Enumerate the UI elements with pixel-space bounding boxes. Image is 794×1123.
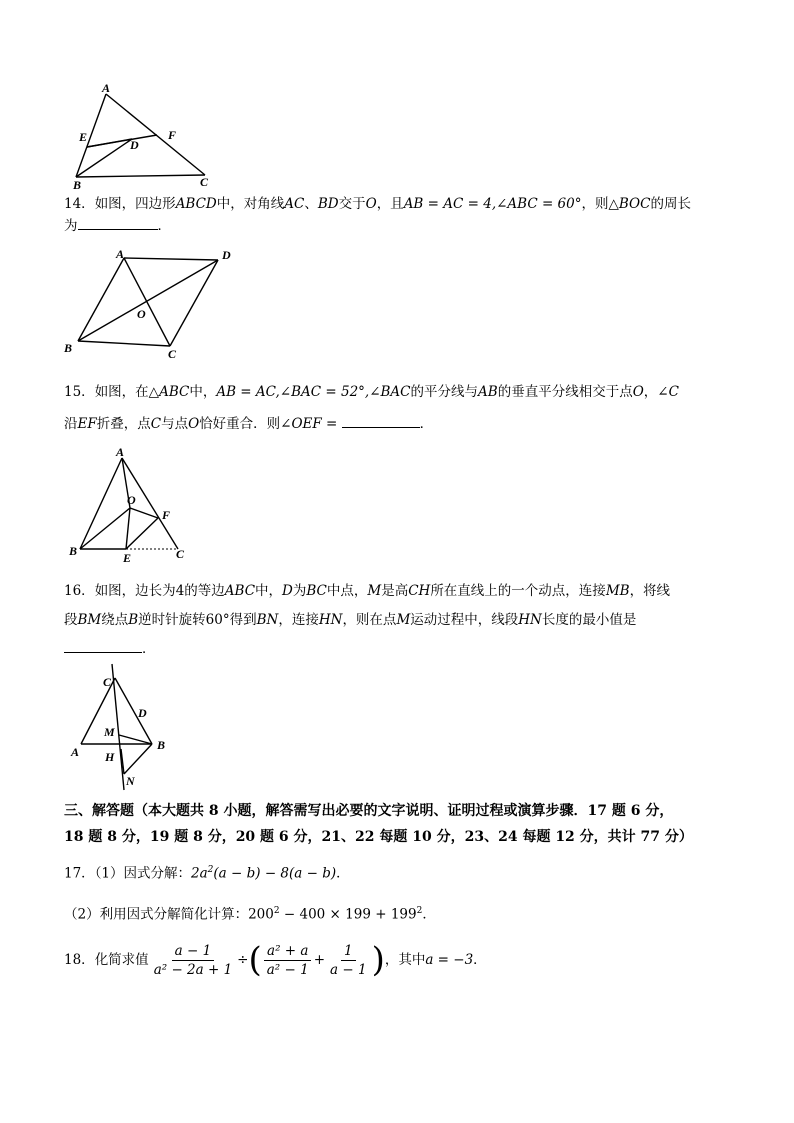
section-3-line-2: 18 题 8 分，19 题 8 分，20 题 6 分，21、22 每题 10 分，23、24 每题 12 分，共计 77 分）	[64, 829, 693, 845]
q17-expr-2-exp2: 2	[416, 906, 423, 916]
q18-fraction-2	[264, 942, 312, 979]
q14-boc: BOC	[618, 196, 651, 212]
q16-hn: HN	[318, 612, 343, 628]
q15-text: ．	[419, 416, 434, 432]
fig14-label-b: B	[64, 341, 73, 355]
section-3-line-1: 三、解答题（本大题共 8 小题，解答需写出必要的文字说明、证明过程或演算步骤．17 题 6 分，	[64, 803, 674, 819]
fig15-line-oe	[126, 508, 130, 549]
q17-number: 17．	[64, 865, 95, 882]
q17-part-2-text: （2）利用因式分解简化计算：	[64, 906, 249, 923]
fig16-label-a: A	[71, 745, 80, 759]
q15-o: O	[632, 384, 644, 400]
fig13-label-c: C	[200, 175, 209, 189]
fig15-label-e: E	[123, 551, 132, 565]
q18-text: 化简求值	[94, 952, 149, 968]
fig16-line-bn	[124, 744, 152, 774]
fig15-line-bo	[80, 508, 130, 549]
fig14-line-bd	[78, 260, 218, 341]
fig15-label-b: B	[69, 544, 78, 558]
fig15-label-o: O	[127, 493, 136, 507]
q15-c2: C	[150, 416, 162, 432]
q15-text: 如图，在△	[94, 384, 160, 400]
q18-fraction-2-denominator: a² − 1	[266, 961, 309, 978]
question-14	[64, 193, 744, 237]
fig13-line-ac	[106, 94, 205, 175]
fig16-label-d: D	[138, 706, 147, 720]
q16-angle: 60°	[205, 612, 230, 628]
q14-text: ，且	[376, 196, 404, 212]
q18-fraction-1-numerator: a − 1	[172, 942, 215, 961]
section-3-heading	[64, 798, 754, 850]
q14-text: 、	[304, 196, 318, 212]
q15-answer-blank[interactable]	[342, 413, 420, 428]
q16-text: 得到	[229, 612, 257, 628]
q16-bm: BM	[77, 612, 102, 628]
q16-side-length: 4	[175, 583, 185, 599]
fig13-label-b: B	[73, 178, 82, 192]
q18-plus-sign: +	[313, 952, 326, 968]
q15-text: ，∠	[643, 384, 669, 400]
q18-number: 18．	[64, 952, 95, 968]
q18-fraction-3	[327, 942, 370, 979]
fig14-label-d: D	[222, 248, 231, 262]
q16-text: 运动过程中，线段	[410, 612, 519, 628]
q16-text: ，连接	[278, 612, 319, 628]
q16-m: M	[367, 583, 382, 599]
q16-text: 中，	[255, 583, 283, 599]
q16-d: D	[282, 583, 293, 599]
q15-ab: AB	[478, 384, 498, 400]
fig15-label-f: F	[162, 508, 171, 522]
fig15-label-a: A	[116, 445, 125, 459]
fig13-line-bc	[76, 175, 205, 177]
q17-expr-2-rest: − 400 × 199 + 199	[279, 906, 417, 923]
q14-text: ，则△	[581, 196, 619, 212]
q16-bn: BN	[256, 612, 279, 628]
q16-mb: MB	[605, 583, 630, 599]
fig15-label-c: C	[176, 547, 185, 561]
q15-text: 中，	[189, 384, 217, 400]
q14-text: 中，对角线	[216, 196, 285, 212]
figure-equilateral-rotation	[60, 660, 180, 792]
q18-fraction-1-denominator: a² − 2a + 1	[153, 961, 233, 978]
q18-fraction-3-denominator: a − 1	[330, 961, 367, 978]
fig13-label-d: D	[130, 138, 139, 152]
q14-answer-blank[interactable]	[78, 215, 158, 230]
q16-text: 为	[292, 583, 307, 599]
fig14-line-ac	[124, 258, 170, 346]
q18-left-paren: (	[248, 940, 262, 980]
q18-value: a = −3	[425, 952, 474, 968]
fig14-label-a: A	[116, 247, 125, 261]
question-15	[64, 376, 744, 440]
fig14-line-ad	[124, 258, 218, 260]
fig14-label-o: O	[137, 307, 146, 321]
q17-expr-1: 2a	[191, 865, 208, 882]
q18-fraction-1	[151, 942, 235, 979]
q15-text: 恰好重合．则∠	[199, 416, 292, 432]
q16-hn2: HN	[518, 612, 542, 628]
q15-condition: AB = AC,∠BAC = 52°,∠BAC	[216, 384, 411, 400]
question-16	[64, 577, 744, 664]
q14-o: O	[365, 196, 377, 212]
q16-abc: ABC	[224, 583, 256, 599]
q14-text: ．	[157, 218, 171, 234]
q17-part-1-text: （1）因式分解：	[94, 865, 192, 882]
fig15-line-ef	[126, 518, 158, 549]
q17-expr-1-rest: (a − b) − 8(a − b)	[213, 865, 337, 882]
q14-text: 交于	[338, 196, 366, 212]
q15-text: 的垂直平分线相交于点	[497, 384, 633, 400]
fig16-label-h: H	[105, 750, 115, 764]
q18-text: ，其中	[384, 952, 426, 968]
q17-expr-1-exp: 2	[207, 865, 214, 875]
question-18	[64, 940, 744, 980]
fig14-line-cd	[170, 260, 218, 346]
q17-expr-2-exp: 2	[273, 906, 280, 916]
q15-text: 的平分线与	[410, 384, 479, 400]
q16-m2: M	[396, 612, 411, 628]
q14-text: 为	[64, 218, 78, 234]
question-17-part-1	[64, 859, 744, 885]
fig13-label-f: F	[168, 128, 177, 142]
q16-text: 段	[64, 612, 78, 628]
fig16-label-n: N	[126, 774, 135, 788]
q15-ef: EF	[77, 416, 97, 432]
q18-fraction-2-numerator: a² + a	[264, 942, 311, 961]
fig14-line-ab	[78, 258, 124, 341]
q14-number: 14．	[64, 196, 95, 212]
q16-text: ，将线	[629, 583, 671, 599]
q18-text: ．	[473, 952, 487, 968]
figure-quadrilateral-abcd	[60, 246, 245, 361]
q15-text: 与点	[161, 416, 189, 432]
q14-ac: AC	[284, 196, 305, 212]
q15-text: 沿	[64, 416, 78, 432]
q14-text: 的周长	[650, 196, 691, 212]
q17-expr-2: 200	[248, 906, 274, 923]
q16-text: 中点，	[326, 583, 368, 599]
fig14-label-c: C	[168, 347, 177, 361]
fig14-line-bc	[78, 341, 170, 346]
figure-triangle-fold	[60, 440, 200, 565]
q16-text: 绕点	[101, 612, 129, 628]
fig13-label-a: A	[102, 82, 111, 95]
q16-text: 是高	[381, 583, 409, 599]
q15-eq: =	[321, 416, 342, 432]
figure-triangle-aefdbc	[60, 82, 230, 192]
q15-o2: O	[188, 416, 200, 432]
fig16-label-m: M	[104, 725, 115, 739]
q16-text: 逆时针旋转	[138, 612, 206, 628]
q15-c: C	[668, 384, 679, 400]
q16-text: 长度的最小值是	[541, 612, 637, 628]
q15-oef: OEF	[291, 416, 322, 432]
q15-text: 折叠，点	[96, 416, 151, 432]
q14-text: 如图，四边形	[94, 196, 176, 212]
q16-answer-blank[interactable]	[64, 638, 142, 653]
fig16-label-c: C	[103, 675, 112, 689]
q16-text: 如图，边长为	[94, 583, 176, 599]
q16-text: ．	[142, 641, 156, 657]
q15-abc: ABC	[159, 384, 190, 400]
q16-text: 所在直线上的一个动点，连接	[430, 583, 606, 599]
q14-condition: AB = AC = 4,∠ABC = 60°	[403, 196, 582, 212]
q16-bc: BC	[306, 583, 327, 599]
fig16-label-b: B	[157, 738, 166, 752]
q15-number: 15．	[64, 384, 95, 400]
q14-abcd: ABCD	[175, 196, 217, 212]
q16-number: 16．	[64, 583, 95, 599]
q17-text: ．	[336, 865, 350, 882]
q18-right-paren: )	[371, 940, 385, 980]
q18-divide-sign: ÷	[237, 952, 249, 968]
fig13-label-e: E	[79, 130, 88, 144]
q16-text: ，则在点	[342, 612, 397, 628]
q14-bd: BD	[317, 196, 339, 212]
q16-ch: CH	[408, 583, 431, 599]
question-17-part-2	[64, 900, 744, 926]
q16-text: 的等边	[184, 583, 225, 599]
q17-text: ．	[422, 906, 436, 923]
q18-fraction-3-numerator: 1	[341, 942, 356, 961]
fig15-line-ab	[80, 458, 122, 549]
q16-b: B	[128, 612, 139, 628]
